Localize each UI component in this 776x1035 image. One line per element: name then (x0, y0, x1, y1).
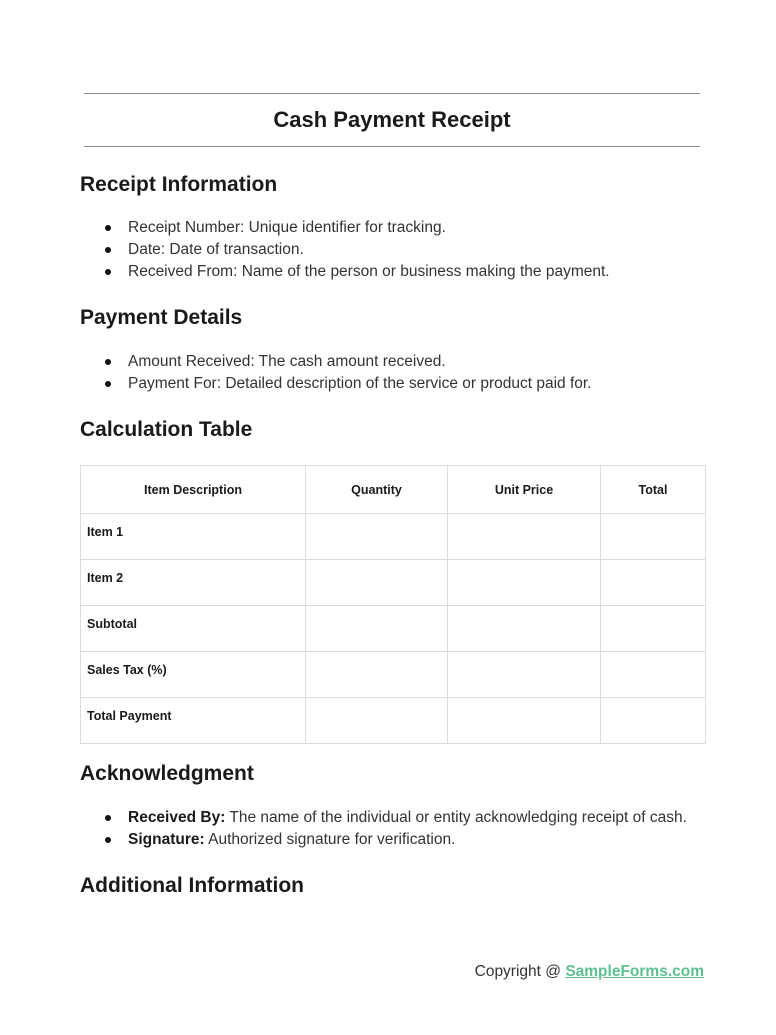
row-label: Sales Tax (%) (81, 652, 306, 698)
brand-link[interactable]: SampleForms.com (565, 963, 704, 980)
unit-price-cell[interactable] (448, 560, 601, 606)
total-cell[interactable] (601, 514, 706, 560)
unit-price-cell[interactable] (448, 698, 601, 744)
quantity-cell[interactable] (306, 652, 448, 698)
bullet-icon (105, 837, 111, 843)
quantity-cell[interactable] (306, 560, 448, 606)
unit-price-cell[interactable] (448, 514, 601, 560)
calculation-table (80, 465, 706, 744)
list-item: Signature: Authorized signature for verification. (80, 829, 687, 851)
list-item: Amount Received: The cash amount received. (80, 351, 592, 373)
payment-details-list (80, 351, 592, 395)
list-item: Received By: The name of the individual or entity acknowledging receipt of cash. (80, 807, 687, 829)
bullet-icon (105, 359, 111, 365)
table-header-row (81, 466, 706, 514)
column-header: Item Description (81, 466, 306, 514)
quantity-cell[interactable] (306, 606, 448, 652)
list-item: Payment For: Detailed description of the service or product paid for. (80, 373, 592, 395)
row-label: Item 2 (81, 560, 306, 606)
receipt-information-list (80, 217, 610, 283)
unit-price-cell[interactable] (448, 606, 601, 652)
page-title: Cash Payment Receipt (273, 107, 511, 132)
item-label: Signature: (128, 831, 205, 848)
quantity-cell[interactable] (306, 514, 448, 560)
total-cell[interactable] (601, 606, 706, 652)
bullet-icon (105, 381, 111, 387)
receipt-information-heading: Receipt Information (80, 173, 278, 196)
table-row (81, 514, 706, 560)
column-header: Quantity (306, 466, 448, 514)
table-row (81, 606, 706, 652)
bullet-icon (105, 225, 111, 231)
table-row (81, 652, 706, 698)
row-label: Subtotal (81, 606, 306, 652)
table-row (81, 698, 706, 744)
column-header: Unit Price (448, 466, 601, 514)
footer-copyright: Copyright @ SampleForms.com (474, 963, 704, 980)
total-cell[interactable] (601, 698, 706, 744)
bullet-icon (105, 269, 111, 275)
column-header: Total (601, 466, 706, 514)
bullet-icon (105, 247, 111, 253)
acknowledgment-list (80, 807, 687, 851)
payment-details-heading: Payment Details (80, 306, 243, 329)
total-cell[interactable] (601, 560, 706, 606)
item-label: Received By: (128, 809, 226, 826)
quantity-cell[interactable] (306, 698, 448, 744)
table-row (81, 560, 706, 606)
list-item: Received From: Name of the person or business making the payment. (80, 261, 610, 283)
title-block (84, 93, 700, 147)
additional-information-heading: Additional Information (80, 874, 304, 897)
row-label: Total Payment (81, 698, 306, 744)
calculation-table-heading: Calculation Table (80, 418, 253, 441)
list-item: Date: Date of transaction. (80, 239, 610, 261)
acknowledgment-heading: Acknowledgment (80, 762, 254, 785)
bullet-icon (105, 815, 111, 821)
row-label: Item 1 (81, 514, 306, 560)
total-cell[interactable] (601, 652, 706, 698)
unit-price-cell[interactable] (448, 652, 601, 698)
list-item: Receipt Number: Unique identifier for tracking. (80, 217, 610, 239)
